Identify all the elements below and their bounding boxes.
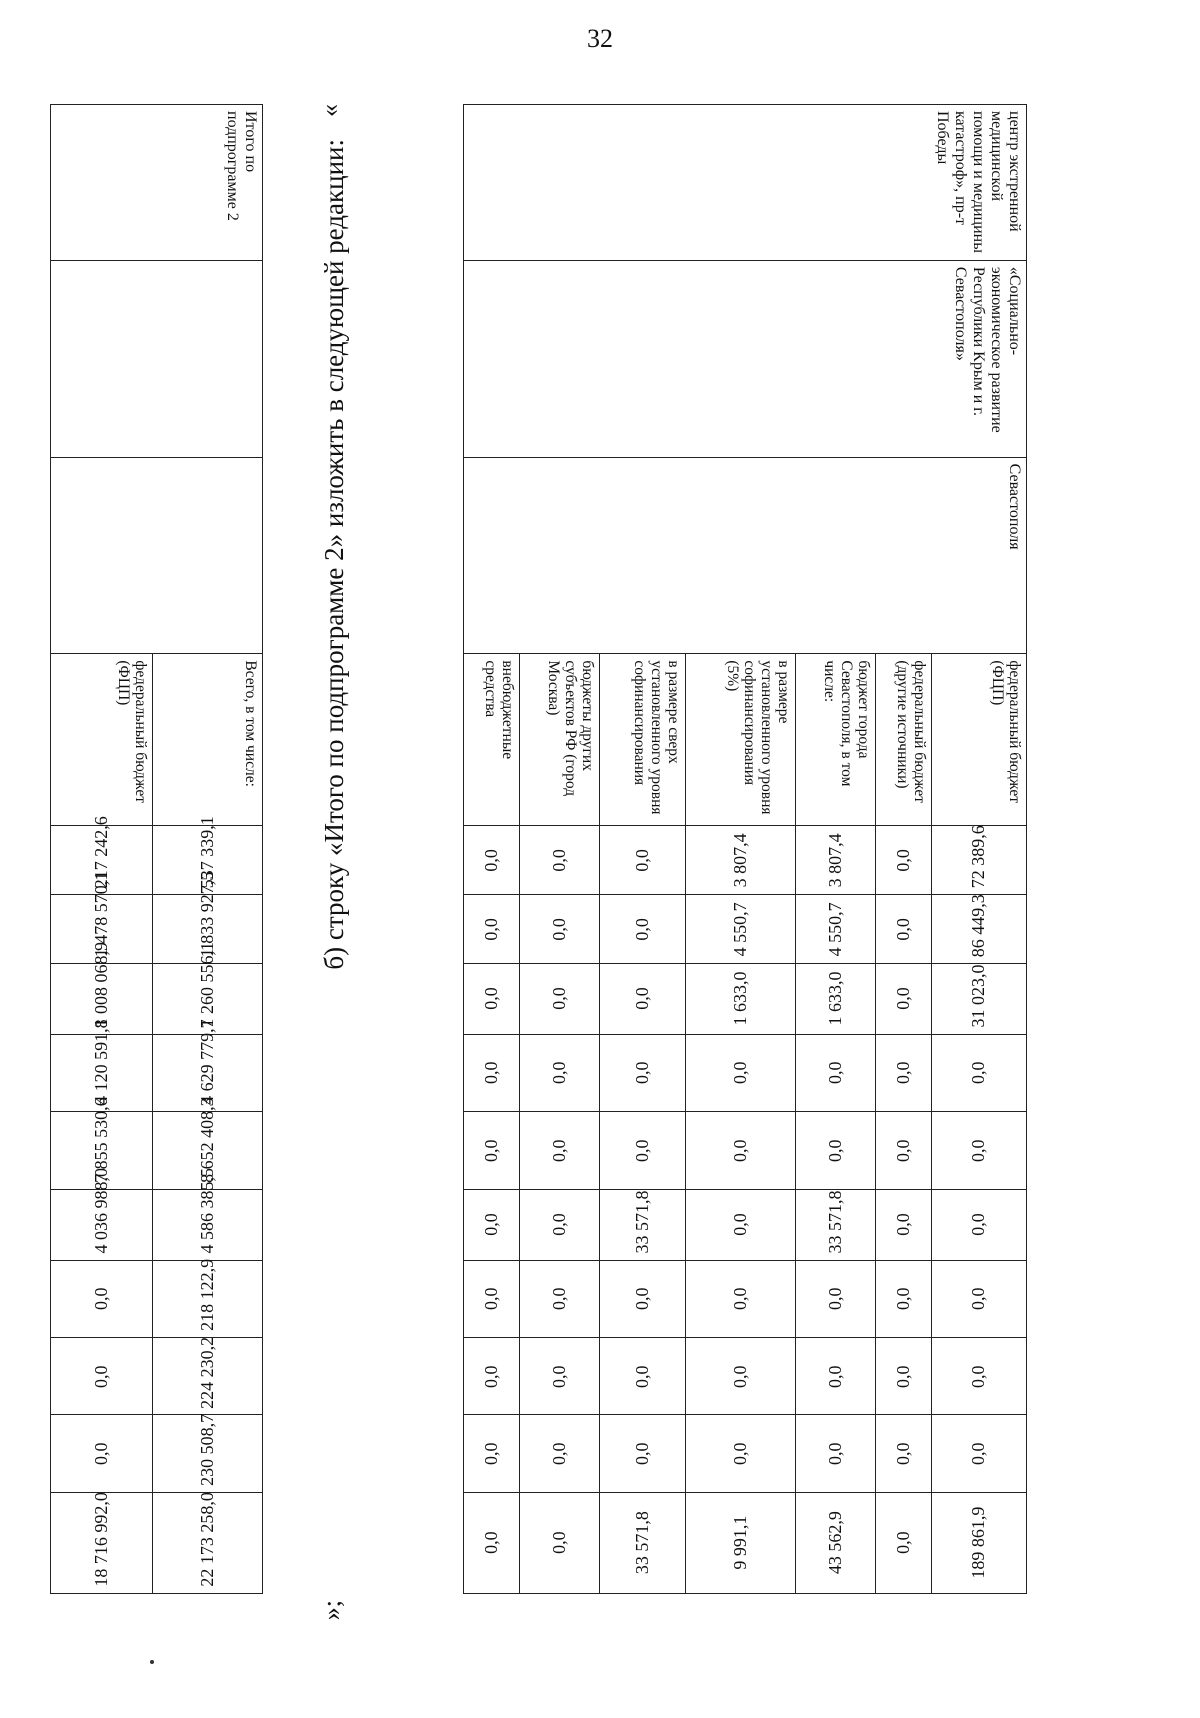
value-cell: 0,0	[600, 1112, 686, 1189]
value-cell: 1 833 927,5	[153, 895, 263, 964]
total-table	[50, 104, 263, 1594]
value-cell: 1 478 570,1	[51, 895, 153, 964]
empty-cell	[51, 457, 263, 654]
value-cell: 0,0	[464, 1338, 520, 1415]
value-cell: 33 571,8	[600, 1492, 686, 1593]
value-cell: 0,0	[600, 1260, 686, 1337]
value-cell: 86 449,3	[932, 895, 1027, 964]
program-name-cell: «Социально-экономическое развитие Республики Крым и г. Севастополя»	[464, 260, 1027, 457]
table-row	[932, 105, 1027, 1594]
funding-source-cell: бюджет города Севастополя, в том числе:	[796, 654, 876, 826]
value-cell: 0,0	[796, 1338, 876, 1415]
value-cell: 1 008 068,9	[51, 963, 153, 1034]
value-cell: 0,0	[876, 1492, 932, 1593]
value-cell: 0,0	[796, 1415, 876, 1492]
funding-source-cell: внебюджетные средства	[464, 654, 520, 826]
value-cell: 0,0	[464, 1415, 520, 1492]
value-cell: 230 508,7	[153, 1415, 263, 1492]
value-cell: 0,0	[876, 1189, 932, 1260]
row-end-mark: »;	[317, 1600, 346, 1621]
funding-source-cell: федеральный бюджет (другие источники)	[876, 654, 932, 826]
value-cell: 4 036 988,0	[51, 1189, 153, 1260]
value-cell: 0,0	[876, 895, 932, 964]
funding-source-cell: в размере установленного уровня софинансирования (5%)	[686, 654, 796, 826]
value-cell: 4 629 779,7	[153, 1034, 263, 1111]
value-cell: 0,0	[520, 1260, 600, 1337]
rotated-page-content	[91, 64, 1095, 1624]
value-cell: 0,0	[520, 1492, 600, 1593]
value-cell: 72 389,6	[932, 826, 1027, 895]
value-cell: 3 807,4	[686, 826, 796, 895]
funding-source-cell: в размере сверх установленного уровня софинансирования	[600, 654, 686, 826]
value-cell: 0,0	[520, 1338, 600, 1415]
value-cell: 0,0	[600, 963, 686, 1034]
scan-speck	[150, 1660, 154, 1664]
instruction-text: б) строку «Итого по подпрограмме 2» изложить в следующей редакции:	[319, 139, 349, 970]
value-cell: 3 807,4	[796, 826, 876, 895]
table-row	[153, 105, 263, 1594]
value-cell: 0,0	[600, 1338, 686, 1415]
value-cell: 0,0	[600, 895, 686, 964]
value-cell: 7 855 530,6	[51, 1112, 153, 1189]
value-cell: 537 339,1	[153, 826, 263, 895]
value-cell: 0,0	[520, 895, 600, 964]
value-cell: 0,0	[876, 1034, 932, 1111]
value-cell: 0,0	[876, 1415, 932, 1492]
value-cell: 8 652 408,3	[153, 1112, 263, 1189]
value-cell: 0,0	[796, 1112, 876, 1189]
value-cell: 18 716 992,0	[51, 1492, 153, 1593]
value-cell: 9 991,1	[686, 1492, 796, 1593]
quote-open: «	[315, 104, 344, 117]
empty-cell	[51, 260, 263, 457]
value-cell: 0,0	[464, 1260, 520, 1337]
value-cell: 0,0	[520, 1112, 600, 1189]
page-number: 32	[587, 24, 613, 53]
value-cell: 189 861,9	[932, 1492, 1027, 1593]
value-cell: 0,0	[876, 1260, 932, 1337]
value-cell: 43 562,9	[796, 1492, 876, 1593]
value-cell: 0,0	[520, 1415, 600, 1492]
value-cell: 0,0	[464, 826, 520, 895]
value-cell: 0,0	[464, 1189, 520, 1260]
value-cell: 218 122,9	[153, 1260, 263, 1337]
value-cell: 0,0	[686, 1260, 796, 1337]
value-cell: 0,0	[51, 1415, 153, 1492]
funding-source-cell: Всего, в том числе:	[153, 654, 263, 826]
value-cell: 0,0	[686, 1034, 796, 1111]
total-title-cell: Итого по подпрограмме 2	[51, 105, 263, 261]
value-cell: 0,0	[520, 963, 600, 1034]
value-cell: 0,0	[932, 1338, 1027, 1415]
value-cell: 31 023,0	[932, 963, 1027, 1034]
value-cell: 0,0	[600, 1415, 686, 1492]
value-cell: 0,0	[464, 1492, 520, 1593]
funding-source-cell: бюджеты других субъектов РФ (город Москва)	[520, 654, 600, 826]
funding-source-cell: федеральный бюджет (ФЦП)	[51, 654, 153, 826]
value-cell: 0,0	[686, 1338, 796, 1415]
value-cell: 0,0	[932, 1415, 1027, 1492]
value-cell: 0,0	[876, 1338, 932, 1415]
value-cell: 0,0	[796, 1260, 876, 1337]
value-cell: 0,0	[464, 963, 520, 1034]
value-cell: 0,0	[520, 1189, 600, 1260]
value-cell: 0,0	[876, 1112, 932, 1189]
value-cell: 217 242,6	[51, 826, 153, 895]
value-cell: 0,0	[51, 1338, 153, 1415]
value-cell: 0,0	[520, 1034, 600, 1111]
value-cell: 0,0	[464, 895, 520, 964]
value-cell: 33 571,8	[600, 1189, 686, 1260]
executor-cell: Севастополя	[464, 457, 1027, 654]
value-cell: 0,0	[600, 826, 686, 895]
value-cell: 0,0	[686, 1415, 796, 1492]
value-cell: 33 571,8	[796, 1189, 876, 1260]
value-cell: 0,0	[932, 1260, 1027, 1337]
value-cell: 4 550,7	[796, 895, 876, 964]
value-cell: 4 586 385,5	[153, 1189, 263, 1260]
main-table	[463, 104, 1027, 1594]
value-cell: 0,0	[876, 826, 932, 895]
value-cell: 0,0	[796, 1034, 876, 1111]
value-cell: 1 260 556,1	[153, 963, 263, 1034]
value-cell: 1 633,0	[686, 963, 796, 1034]
value-cell: 0,0	[520, 826, 600, 895]
value-cell: 0,0	[876, 963, 932, 1034]
funding-source-cell: федеральный бюджет (ФЦП)	[932, 654, 1027, 826]
value-cell: 0,0	[932, 1189, 1027, 1260]
value-cell: 0,0	[464, 1112, 520, 1189]
object-name-cell: центр экстренной медицинской помощи и медицины катастроф», пр-т Победы	[464, 105, 1027, 261]
value-cell: 0,0	[932, 1112, 1027, 1189]
value-cell: 0,0	[686, 1112, 796, 1189]
value-cell: 22 173 258,0	[153, 1492, 263, 1593]
value-cell: 0,0	[686, 1189, 796, 1260]
value-cell: 0,0	[51, 1260, 153, 1337]
value-cell: 224 230,2	[153, 1338, 263, 1415]
value-cell: 0,0	[600, 1034, 686, 1111]
value-cell: 1 633,0	[796, 963, 876, 1034]
value-cell: 0,0	[464, 1034, 520, 1111]
value-cell: 4 550,7	[686, 895, 796, 964]
value-cell: 4 120 591,8	[51, 1034, 153, 1111]
value-cell: 0,0	[932, 1034, 1027, 1111]
